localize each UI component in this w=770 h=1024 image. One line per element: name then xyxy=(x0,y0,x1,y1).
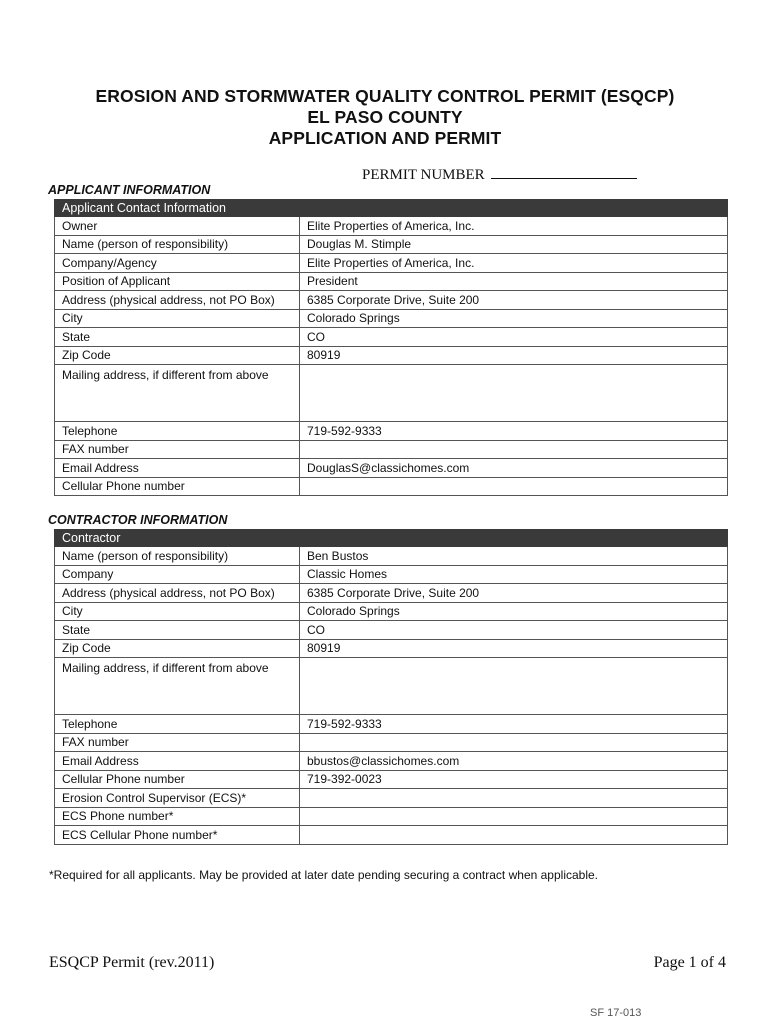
row-value[interactable] xyxy=(300,477,728,496)
table-row xyxy=(55,440,728,459)
applicant-table xyxy=(54,199,728,496)
row-value[interactable]: Colorado Springs xyxy=(300,309,728,328)
table-row xyxy=(55,826,728,845)
row-label: Position of Applicant xyxy=(55,272,300,291)
row-label: ECS Cellular Phone number* xyxy=(55,826,300,845)
row-label: Email Address xyxy=(55,459,300,478)
table-row xyxy=(55,752,728,771)
row-label: Company/Agency xyxy=(55,254,300,273)
row-value[interactable]: 719-592-9333 xyxy=(300,715,728,734)
table-row xyxy=(55,584,728,603)
table-row xyxy=(55,422,728,441)
table-row xyxy=(55,789,728,808)
table-row xyxy=(55,715,728,734)
row-value[interactable] xyxy=(300,826,728,845)
row-label: Telephone xyxy=(55,422,300,441)
row-label: Cellular Phone number xyxy=(55,477,300,496)
required-note: *Required for all applicants. May be provided at later date pending securing a contract when applicable. xyxy=(49,868,598,882)
table-row xyxy=(55,477,728,496)
row-label: Owner xyxy=(55,217,300,236)
table-row xyxy=(55,217,728,236)
table-row xyxy=(55,621,728,640)
row-label: Email Address xyxy=(55,752,300,771)
table-row xyxy=(55,733,728,752)
row-label: FAX number xyxy=(55,733,300,752)
table-row xyxy=(55,272,728,291)
row-value[interactable]: Elite Properties of America, Inc. xyxy=(300,217,728,236)
table-row xyxy=(55,807,728,826)
row-label: State xyxy=(55,328,300,347)
applicant-table-header: Applicant Contact Information xyxy=(55,200,728,217)
table-row xyxy=(55,547,728,566)
permit-number-label: PERMIT NUMBER xyxy=(362,167,485,183)
table-row xyxy=(55,328,728,347)
table-row xyxy=(55,602,728,621)
table-row xyxy=(55,235,728,254)
permit-number xyxy=(362,166,637,184)
row-value[interactable]: DouglasS@classichomes.com xyxy=(300,459,728,478)
title-line-2: EL PASO COUNTY xyxy=(307,107,463,127)
row-value[interactable]: Douglas M. Stimple xyxy=(300,235,728,254)
row-value[interactable]: 80919 xyxy=(300,639,728,658)
row-value[interactable]: President xyxy=(300,272,728,291)
row-label: Erosion Control Supervisor (ECS)* xyxy=(55,789,300,808)
row-label: Company xyxy=(55,565,300,584)
row-value[interactable]: CO xyxy=(300,328,728,347)
row-value[interactable]: Classic Homes xyxy=(300,565,728,584)
table-row xyxy=(55,291,728,310)
row-value[interactable] xyxy=(300,789,728,808)
row-value[interactable] xyxy=(300,658,728,715)
footer-form-name: ESQCP Permit (rev.2011) xyxy=(49,954,215,971)
row-value[interactable]: 719-592-9333 xyxy=(300,422,728,441)
row-value[interactable] xyxy=(300,807,728,826)
row-label: FAX number xyxy=(55,440,300,459)
row-label: Mailing address, if different from above xyxy=(55,658,300,715)
row-value[interactable] xyxy=(300,440,728,459)
table-row xyxy=(55,309,728,328)
row-label: Address (physical address, not PO Box) xyxy=(55,291,300,310)
applicant-section-label: APPLICANT INFORMATION xyxy=(48,183,211,197)
contractor-section-label: CONTRACTOR INFORMATION xyxy=(48,513,228,527)
table-row xyxy=(55,658,728,715)
row-label: Address (physical address, not PO Box) xyxy=(55,584,300,603)
table-row xyxy=(55,770,728,789)
row-label: Cellular Phone number xyxy=(55,770,300,789)
row-label: Mailing address, if different from above xyxy=(55,365,300,422)
row-label: Zip Code xyxy=(55,346,300,365)
permit-number-field[interactable] xyxy=(491,166,637,179)
row-value[interactable]: 80919 xyxy=(300,346,728,365)
row-value[interactable] xyxy=(300,733,728,752)
table-row xyxy=(55,346,728,365)
table-row xyxy=(55,565,728,584)
row-value[interactable]: Elite Properties of America, Inc. xyxy=(300,254,728,273)
row-label: Name (person of responsibility) xyxy=(55,235,300,254)
row-label: City xyxy=(55,602,300,621)
table-row xyxy=(55,254,728,273)
form-code: SF 17-013 xyxy=(590,1007,642,1019)
row-value[interactable]: Ben Bustos xyxy=(300,547,728,566)
table-row xyxy=(55,365,728,422)
row-label: ECS Phone number* xyxy=(55,807,300,826)
row-label: City xyxy=(55,309,300,328)
table-row xyxy=(55,639,728,658)
document-title xyxy=(0,86,770,149)
row-label: Zip Code xyxy=(55,639,300,658)
row-label: Telephone xyxy=(55,715,300,734)
row-value[interactable]: 719-392-0023 xyxy=(300,770,728,789)
title-line-3: APPLICATION AND PERMIT xyxy=(268,128,502,148)
contractor-table xyxy=(54,529,728,845)
row-value[interactable]: bbustos@classichomes.com xyxy=(300,752,728,771)
contractor-table-header: Contractor xyxy=(55,530,728,547)
row-value[interactable] xyxy=(300,365,728,422)
row-value[interactable]: 6385 Corporate Drive, Suite 200 xyxy=(300,291,728,310)
row-value[interactable]: Colorado Springs xyxy=(300,602,728,621)
title-line-1: EROSION AND STORMWATER QUALITY CONTROL PERMIT (ESQCP) xyxy=(95,86,675,106)
row-value[interactable]: CO xyxy=(300,621,728,640)
row-label: State xyxy=(55,621,300,640)
row-label: Name (person of responsibility) xyxy=(55,547,300,566)
footer-page-number: Page 1 of 4 xyxy=(653,954,726,971)
row-value[interactable]: 6385 Corporate Drive, Suite 200 xyxy=(300,584,728,603)
table-row xyxy=(55,459,728,478)
